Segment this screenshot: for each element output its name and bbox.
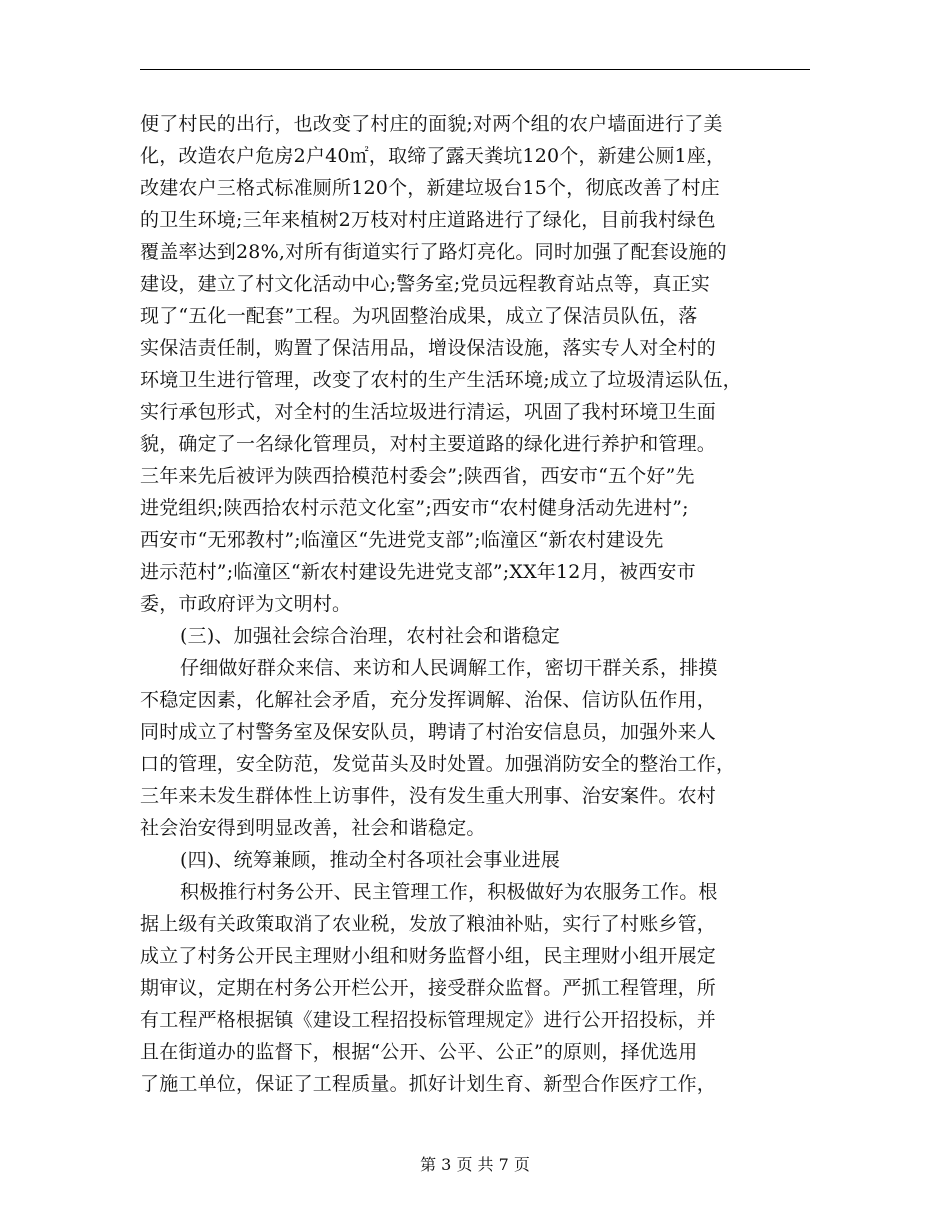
text-line: 有工程严格根据镇《建设工程招投标管理规定》进行公开招投标，并 xyxy=(140,1009,717,1031)
text-line: 的卫生环境;三年来植树2万枝对村庄道路进行了绿化，目前我村绿色 xyxy=(140,209,716,231)
text-line: 西安市“无邪教村”;临潼区“先进党支部”;临潼区“新农村建设先 xyxy=(140,529,664,551)
text-line: 覆盖率达到28%,对所有街道实行了路灯亮化。同时加强了配套设施的 xyxy=(140,241,727,263)
text-line: 委，市政府评为文明村。 xyxy=(140,593,352,615)
header-rule xyxy=(140,69,810,70)
text-line: 改建农户三格式标准厕所120个，新建垃圾台15个，彻底改善了村庄 xyxy=(140,177,720,199)
text-line: 期审议，定期在村务公开栏公开，接受群众监督。严抓工程管理，所 xyxy=(140,977,717,999)
text-line: 貌，确定了一名绿化管理员，对村主要道路的绿化进行养护和管理。 xyxy=(140,433,717,455)
text-line: 实行承包形式，对全村的生活垃圾进行清运，巩固了我村环境卫生面 xyxy=(140,401,717,423)
text-line: 化，改造农户危房2户40㎡，取缔了露天粪坑120个，新建公厕1座， xyxy=(140,145,726,167)
text-line: 三年来未发生群体性上访事件，没有发生重大刑事、治安案件。农村 xyxy=(140,785,717,807)
text-line: 仔细做好群众来信、来访和人民调解工作，密切干群关系，排摸 xyxy=(180,657,718,679)
text-line: 成立了村务公开民主理财小组和财务监督小组，民主理财小组开展定 xyxy=(140,945,717,967)
text-line: (四)、统筹兼顾，推动全村各项社会事业进展 xyxy=(180,849,561,871)
text-line: 了施工单位，保证了工程质量。抓好计划生育、新型合作医疗工作， xyxy=(140,1073,717,1095)
text-line: 口的管理，安全防范，发觉苗头及时处置。加强消防安全的整治工作， xyxy=(140,753,736,775)
text-line: 进党组织;陕西拾农村示范文化室”;西安市“农村健身活动先进村”; xyxy=(140,497,689,519)
text-line: 积极推行村务公开、民主管理工作，积极做好为农服务工作。根 xyxy=(180,881,718,903)
text-line: 同时成立了村警务室及保安队员，聘请了村治安信息员，加强外来人 xyxy=(140,721,717,743)
text-line: 便了村民的出行，也改变了村庄的面貌;对两个组的农户墙面进行了美 xyxy=(140,113,723,135)
text-line: 建设，建立了村文化活动中心;警务室;党员远程教育站点等，真正实 xyxy=(140,273,711,295)
text-line: 社会治安得到明显改善，社会和谐稳定。 xyxy=(140,817,486,839)
text-line: 实保洁责任制，购置了保洁用品，增设保洁设施，落实专人对全村的 xyxy=(140,337,717,359)
text-line: 进示范村”;临潼区“新农村建设先进党支部”;XX年12月，被西安市 xyxy=(140,561,696,583)
page-footer: 第 3 页 共 7 页 xyxy=(420,1155,530,1174)
text-line: 据上级有关政策取消了农业税，发放了粮油补贴，实行了村账乡管， xyxy=(140,913,717,935)
text-line: 现了“五化一配套”工程。为巩固整治成果，成立了保洁员队伍，落 xyxy=(140,305,698,327)
document-body xyxy=(140,108,812,1100)
text-line: 不稳定因素，化解社会矛盾，充分发挥调解、治保、信访队伍作用， xyxy=(140,689,717,711)
text-line: 三年来先后被评为陕西拾模范村委会”;陕西省，西安市“五个好”先 xyxy=(140,465,695,487)
text-line: (三)、加强社会综合治理，农村社会和谐稳定 xyxy=(180,625,561,647)
text-line: 环境卫生进行管理，改变了农村的生产生活环境;成立了垃圾清运队伍， xyxy=(140,369,742,391)
text-line: 且在街道办的监督下，根据“公开、公平、公正”的原则，择优选用 xyxy=(140,1041,698,1063)
